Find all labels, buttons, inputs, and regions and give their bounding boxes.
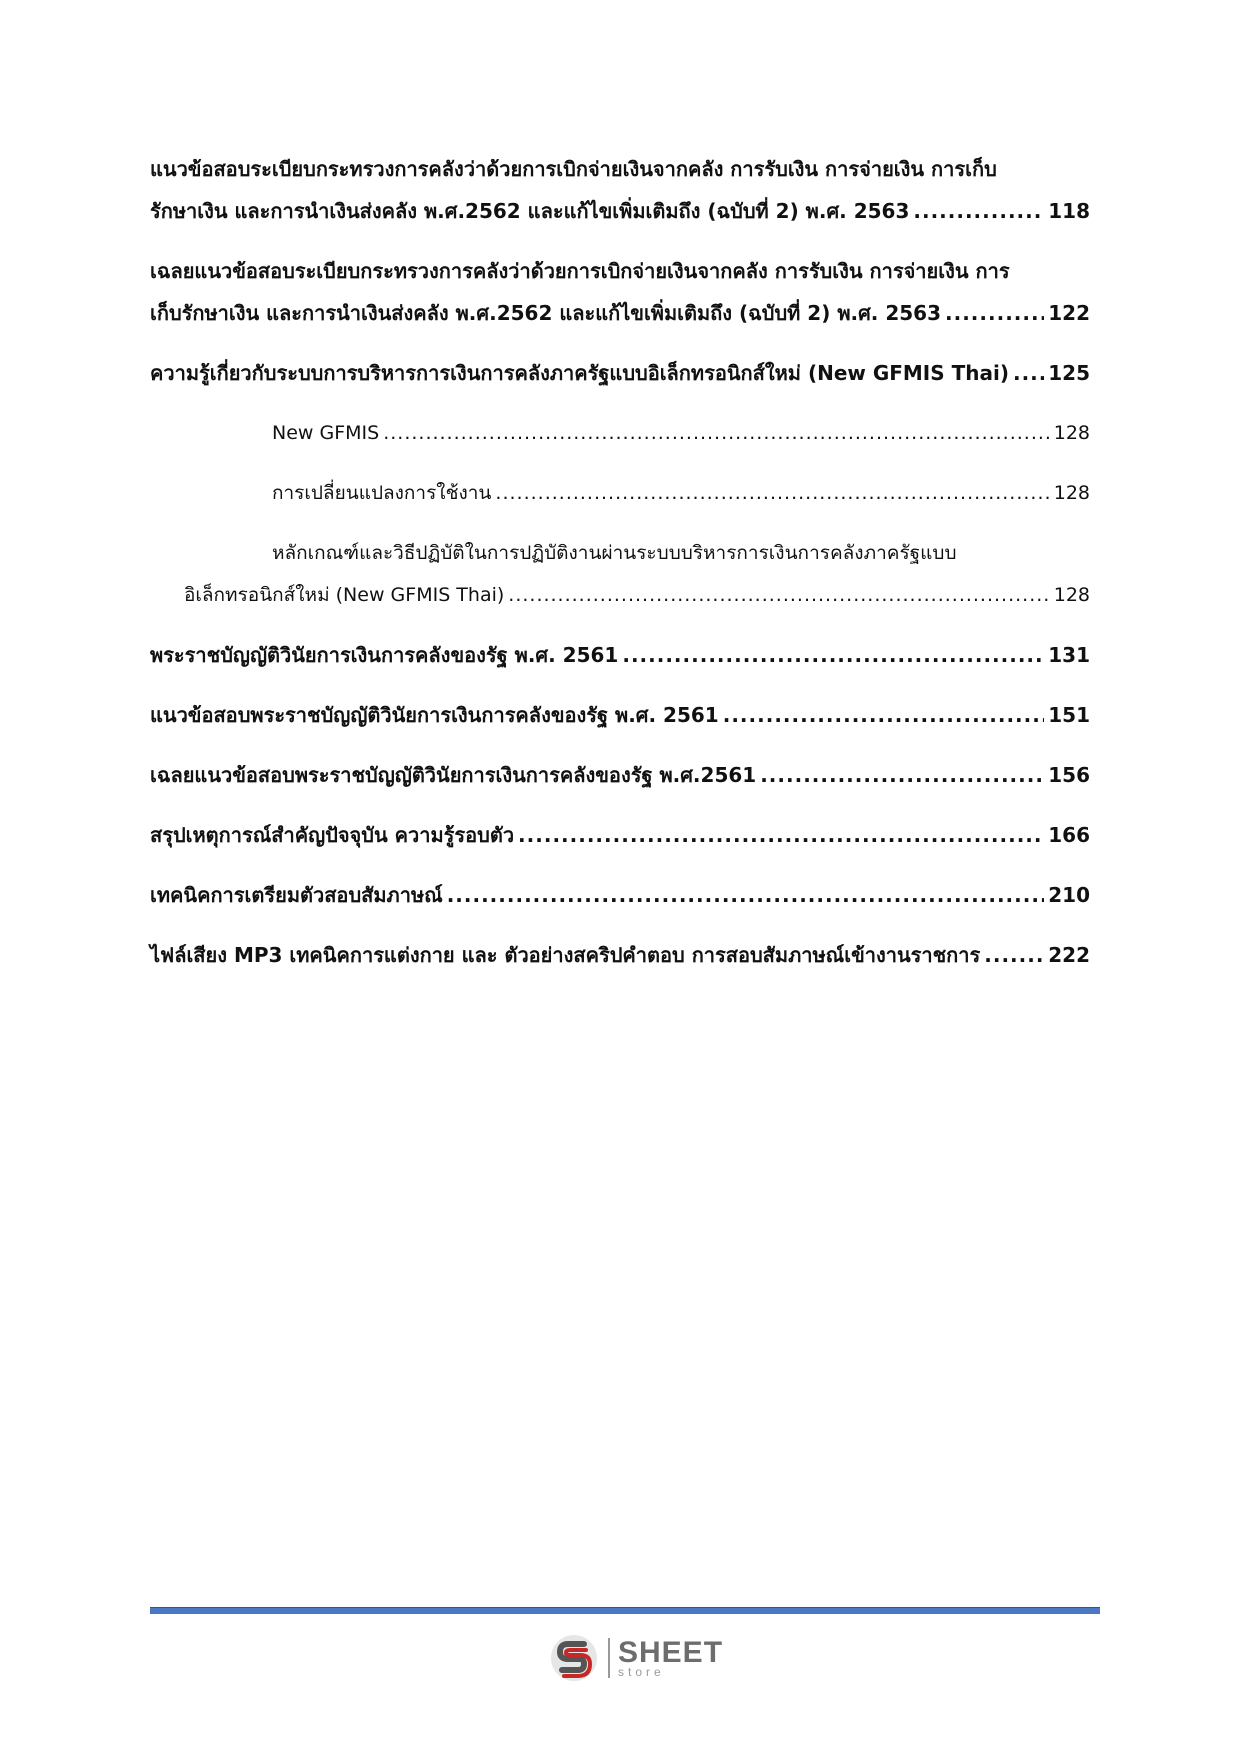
- toc-entry[interactable]: [150, 250, 1090, 334]
- dot-leader: [760, 754, 1044, 796]
- table-of-contents: [150, 148, 1090, 976]
- toc-entry[interactable]: [150, 694, 1090, 736]
- dot-leader: [1013, 352, 1044, 394]
- dot-leader: [984, 934, 1044, 976]
- toc-subentry[interactable]: [150, 412, 1090, 454]
- toc-entry-title: ไฟล์เสียง MP3 เทคนิคการแต่งกาย และ ตัวอย่างสคริปคำตอบ การสอบสัมภาษณ์เข้างานราชการ: [150, 943, 981, 967]
- toc-entry-title: เทคนิคการเตรียมตัวสอบสัมภาษณ์: [150, 883, 443, 907]
- dot-leader: [622, 634, 1044, 676]
- sheet-store-logo-icon: [548, 1632, 600, 1684]
- sheet-store-logo: [548, 1632, 728, 1684]
- toc-subentry[interactable]: [150, 532, 1090, 616]
- toc-entry-title: New GFMIS: [272, 422, 380, 444]
- toc-page-number: 128: [1053, 422, 1090, 444]
- toc-entry-title-line2: รักษาเงิน และการนำเงินส่งคลัง พ.ศ.2562 และแก้ไขเพิ่มเติมถึง (ฉบับที่ 2) พ.ศ. 2563: [150, 199, 910, 223]
- logo-wordmark: [618, 1638, 723, 1678]
- toc-entry[interactable]: [150, 634, 1090, 676]
- toc-subentry[interactable]: [150, 472, 1090, 514]
- toc-entry-title-line1: แนวข้อสอบระเบียบกระทรวงการคลังว่าด้วยการเบิกจ่ายเงินจากคลัง การรับเงิน การจ่ายเงิน การเก็บ: [150, 157, 997, 181]
- logo-subtext: store: [618, 1665, 665, 1679]
- dot-leader: [913, 190, 1044, 232]
- toc-page-number: 128: [1053, 584, 1090, 606]
- toc-entry-title: พระราชบัญญัติวินัยการเงินการคลังของรัฐ พ.ศ. 2561: [150, 643, 619, 667]
- toc-entry-title: ความรู้เกี่ยวกับระบบการบริหารการเงินการคลังภาครัฐแบบอิเล็กทรอนิกส์ใหม่ (New GFMIS Thai): [150, 361, 1009, 385]
- toc-entry[interactable]: [150, 874, 1090, 916]
- toc-page-number: 166: [1048, 823, 1090, 847]
- toc-page-number: 210: [1048, 883, 1090, 907]
- logo-separator: [608, 1638, 610, 1678]
- toc-entry-title-line1: หลักเกณฑ์และวิธีปฏิบัติในการปฏิบัติงานผ่านระบบบริหารการเงินการคลังภาครัฐแบบ: [272, 542, 957, 564]
- toc-entry[interactable]: [150, 352, 1090, 394]
- toc-entry-title: การเปลี่ยนแปลงการใช้งาน: [272, 482, 492, 504]
- toc-entry[interactable]: [150, 814, 1090, 856]
- dot-leader: [508, 574, 1049, 616]
- toc-page-number: 131: [1048, 643, 1090, 667]
- toc-entry-title: สรุปเหตุการณ์สำคัญปัจจุบัน ความรู้รอบตัว: [150, 823, 515, 847]
- toc-entry[interactable]: [150, 934, 1090, 976]
- dot-leader: [495, 472, 1049, 514]
- footer-divider: [150, 1607, 1100, 1614]
- toc-page-number: 222: [1048, 943, 1090, 967]
- dot-leader: [447, 874, 1045, 916]
- toc-entry-title: เฉลยแนวข้อสอบพระราชบัญญัติวินัยการเงินการคลังของรัฐ พ.ศ.2561: [150, 763, 757, 787]
- dot-leader: [945, 292, 1044, 334]
- toc-page-number: 125: [1048, 361, 1090, 385]
- toc-page-number: 151: [1048, 703, 1090, 727]
- toc-page-number: 118: [1048, 199, 1090, 223]
- toc-entry-title: แนวข้อสอบพระราชบัญญัติวินัยการเงินการคลังของรัฐ พ.ศ. 2561: [150, 703, 719, 727]
- dot-leader: [383, 412, 1050, 454]
- dot-leader: [518, 814, 1044, 856]
- dot-leader: [723, 694, 1045, 736]
- toc-entry[interactable]: [150, 754, 1090, 796]
- toc-entry-title-line2: เก็บรักษาเงิน และการนำเงินส่งคลัง พ.ศ.2562 และแก้ไขเพิ่มเติมถึง (ฉบับที่ 2) พ.ศ. 2563: [150, 301, 942, 325]
- toc-page-number: 128: [1053, 482, 1090, 504]
- toc-entry-title-line2: อิเล็กทรอนิกส์ใหม่ (New GFMIS Thai): [184, 584, 505, 606]
- toc-entry[interactable]: [150, 148, 1090, 232]
- toc-page-number: 156: [1048, 763, 1090, 787]
- logo-text: SHEET: [618, 1636, 724, 1669]
- toc-entry-title-line1: เฉลยแนวข้อสอบระเบียบกระทรวงการคลังว่าด้วยการเบิกจ่ายเงินจากคลัง การรับเงิน การจ่ายเงิน การ: [150, 259, 1010, 283]
- toc-page-number: 122: [1048, 301, 1090, 325]
